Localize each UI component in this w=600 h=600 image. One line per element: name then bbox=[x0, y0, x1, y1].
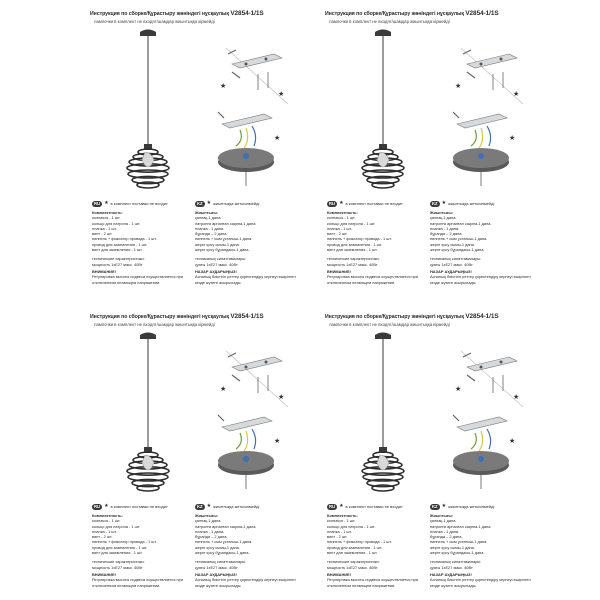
list-item: кольцо для патрона - 1 шт. bbox=[327, 523, 376, 529]
list-item: жерге қосу сымы-1 дана. bbox=[430, 544, 475, 550]
star-note: жиынтыққа жеткізілмейді bbox=[448, 504, 495, 510]
star-note: в комплект поставки не входит bbox=[110, 201, 168, 207]
warning-text: Аспаның биіктігін реттеу қоректендіру кернеуі өшірілген кезде жүзеге асырылады. bbox=[430, 274, 531, 285]
list-item: колпачок - 1 шт. bbox=[92, 518, 121, 524]
list-item: ниппель + сым ұстағыш-1 дана. bbox=[195, 236, 253, 242]
title-text: Инструкция по сборке/Құрастыру жөніндегі нұсқаулық bbox=[325, 11, 464, 17]
list-item: ниппель + сым ұстағыш-1 дана. bbox=[195, 539, 253, 545]
list-item: бұранда – 2 дана. bbox=[195, 534, 228, 540]
leaflet-bottom-right bbox=[325, 313, 575, 588]
ru-column bbox=[327, 200, 425, 285]
list-item: қалпақ-1 дана. bbox=[195, 215, 222, 221]
list-item: планка - 1 шт. bbox=[327, 225, 352, 231]
leaflet-top-left bbox=[90, 10, 340, 285]
list-item: кольцо для патрона - 1 шт. bbox=[92, 523, 141, 529]
tech-value: мощность 1хE27 макс. 40Вт bbox=[92, 261, 143, 267]
list-item: винт для заземления - 1 шт. bbox=[92, 247, 143, 253]
list-item: бұранда – 2 дана. bbox=[195, 231, 228, 237]
star-note: в комплект поставки не входит bbox=[345, 504, 403, 510]
list-item: қалпақ-1 дана. bbox=[195, 518, 222, 524]
leaflet-title bbox=[325, 10, 575, 17]
kz-badge: KZ bbox=[432, 201, 438, 206]
svg-text:★: ★ bbox=[278, 90, 285, 98]
list-item: жерге қосу бұрандасы-1 дана. bbox=[430, 247, 485, 253]
list-item: ниппель + фиксатор провода - 1 шт. bbox=[327, 539, 392, 545]
list-item: колпачок - 1 шт. bbox=[327, 215, 356, 221]
list-item: провод для заземления - 1 шт. bbox=[92, 544, 148, 550]
complectation-title: Жиынтығы: bbox=[430, 513, 454, 518]
ru-column bbox=[327, 503, 425, 588]
star-icon: ★ bbox=[441, 503, 447, 510]
list-item: планка - 1 шт. bbox=[327, 528, 352, 534]
warning-text: Регулировка высоты подвеса осуществляется при отключенном питающем напряжении. bbox=[327, 274, 418, 285]
list-item: жерге қосу бұрандасы-1 дана. bbox=[195, 550, 250, 556]
tech-title: техникалық сипаттамалары: bbox=[195, 559, 247, 565]
star-note: жиынтыққа жеткізілмейді bbox=[448, 201, 495, 207]
tech-value: қуаты 1хE27 макс. 40Вт bbox=[430, 564, 473, 570]
warning-title: ВНИМАНИЕ! bbox=[327, 268, 351, 274]
title-text: Инструкция по сборке/Құрастыру жөніндегі нұсқаулық bbox=[90, 314, 229, 320]
warning-title: НАЗАР АУДАРЫҢЫЗ! bbox=[195, 268, 237, 274]
tech-title: техникалық сипаттамалары: bbox=[430, 256, 482, 262]
bulbs-note: лампочки в комплект не входят/шамдар жиынтыққа кірмейді bbox=[329, 19, 450, 24]
pendant-lamp-illustration bbox=[118, 28, 178, 190]
complectation-title: Жиынтығы: bbox=[195, 513, 219, 518]
ru-badge: RU bbox=[329, 201, 336, 206]
warning-title: ВНИМАНИЕ! bbox=[327, 571, 351, 577]
complectation-title: Жиынтығы: bbox=[195, 210, 219, 215]
kz-column bbox=[430, 503, 535, 588]
model-code: V2854-1/1S bbox=[465, 10, 499, 17]
list-item: жерге қосу бұрандасы-1 дана. bbox=[430, 550, 485, 556]
warning-text: Аспаның биіктігін реттеу қоректендіру кернеуі өшірілген кезде жүзеге асырылады. bbox=[195, 577, 296, 588]
ru-badge: RU bbox=[329, 504, 336, 509]
complectation-title: Комплектность: bbox=[92, 513, 123, 518]
leaflet-title bbox=[90, 313, 340, 320]
svg-text:★: ★ bbox=[278, 393, 285, 401]
list-item: колпачок - 1 шт. bbox=[327, 518, 356, 524]
star-icon: ★ bbox=[206, 200, 212, 207]
model-code: V2854-1/1S bbox=[230, 10, 264, 17]
tech-value: қуаты 1хE27 макс. 40Вт bbox=[195, 564, 238, 570]
list-item: ниппель + фиксатор провода - 1 шт. bbox=[92, 539, 157, 545]
list-item: жерге қосу сымы-1 дана. bbox=[195, 544, 240, 550]
tech-title: технические характеристики: bbox=[92, 256, 145, 262]
pendant-lamp-illustration bbox=[353, 331, 413, 493]
list-item: провод для заземления - 1 шт. bbox=[327, 241, 383, 247]
warning-title: НАЗАР АУДАРЫҢЫЗ! bbox=[430, 571, 472, 577]
star-icon: ★ bbox=[104, 200, 109, 207]
list-item: винт для заземления - 1 шт. bbox=[92, 550, 143, 556]
list-item: винт - 2 шт. bbox=[92, 534, 113, 540]
list-item: ниппель + фиксатор провода - 1 шт. bbox=[327, 236, 392, 242]
list-item: планка - 1 дана. bbox=[430, 225, 460, 231]
svg-text:★: ★ bbox=[513, 90, 520, 98]
list-item: жерге қосу сымы-1 дана. bbox=[195, 241, 240, 247]
model-code: V2854-1/1S bbox=[230, 313, 264, 320]
list-item: жерге қосу бұрандасы-1 дана. bbox=[195, 247, 250, 253]
title-text: Инструкция по сборке/Құрастыру жөніндегі нұсқаулық bbox=[90, 11, 229, 17]
warning-text: Регулировка высоты подвеса осуществляется при отключенном питающем напряжении. bbox=[327, 577, 418, 588]
tech-value: қуаты 1хE27 макс. 40Вт bbox=[195, 261, 238, 267]
kz-badge: KZ bbox=[197, 504, 203, 509]
star-note: жиынтыққа жеткізілмейді bbox=[213, 201, 260, 207]
leaflet-title bbox=[90, 10, 340, 17]
list-item: қалпақ-1 дана. bbox=[430, 518, 457, 524]
complectation-title: Комплектность: bbox=[92, 210, 123, 215]
star-note: в комплект поставки не входит bbox=[110, 504, 168, 510]
list-item: винт - 2 шт. bbox=[92, 231, 113, 237]
wiring-diagram bbox=[210, 413, 288, 493]
list-item: бұранда – 2 дана. bbox=[430, 534, 463, 540]
leaflet-title bbox=[325, 313, 575, 320]
warning-text: Регулировка высоты подвеса осуществляется при отключенном питающем напряжении. bbox=[92, 274, 183, 285]
svg-text:★: ★ bbox=[220, 385, 227, 393]
star-icon: ★ bbox=[339, 503, 344, 510]
mounting-bracket-diagram bbox=[218, 347, 300, 409]
list-item: кольцо для патрона - 1 шт. bbox=[92, 220, 141, 226]
kz-column bbox=[430, 200, 535, 285]
list-item: қалпақ-1 дана. bbox=[430, 215, 457, 221]
title-text: Инструкция по сборке/Құрастыру жөніндегі нұсқаулық bbox=[325, 314, 464, 320]
list-item: патронға арналған сақина-1 дана. bbox=[195, 220, 257, 226]
list-item: провод для заземления - 1 шт. bbox=[327, 544, 383, 550]
leaflet-top-right bbox=[325, 10, 575, 285]
star-icon: ★ bbox=[206, 503, 212, 510]
kz-column bbox=[195, 200, 300, 285]
bulbs-note: лампочки в комплект не входят/шамдар жиынтыққа кірмейді bbox=[94, 19, 215, 24]
wiring-diagram bbox=[445, 110, 523, 190]
list-item: жерге қосу сымы-1 дана. bbox=[430, 241, 475, 247]
list-item: планка - 1 дана. bbox=[430, 528, 460, 534]
kz-column bbox=[195, 503, 300, 588]
list-item: винт для заземления - 1 шт. bbox=[327, 550, 378, 556]
svg-text:★: ★ bbox=[220, 82, 227, 90]
ru-badge: RU bbox=[94, 201, 101, 206]
warning-title: НАЗАР АУДАРЫҢЫЗ! bbox=[430, 268, 472, 274]
svg-text:★: ★ bbox=[509, 437, 516, 445]
list-item: провод для заземления - 1 шт. bbox=[92, 241, 148, 247]
leaflet-bottom-left bbox=[90, 313, 340, 588]
star-icon: ★ bbox=[339, 200, 344, 207]
warning-text: Регулировка высоты подвеса осуществляется при отключенном питающем напряжении. bbox=[92, 577, 183, 588]
mounting-bracket-diagram bbox=[218, 44, 300, 106]
tech-value: қуаты 1хE27 макс. 40Вт bbox=[430, 261, 473, 267]
list-item: винт - 2 шт. bbox=[327, 534, 348, 540]
warning-title: ВНИМАНИЕ! bbox=[92, 571, 116, 577]
star-icon: ★ bbox=[104, 503, 109, 510]
list-item: ниппель + сым ұстағыш-1 дана. bbox=[430, 236, 488, 242]
svg-text:★: ★ bbox=[509, 134, 516, 142]
tech-value: мощность 1хE27 макс. 40Вт bbox=[327, 564, 378, 570]
complectation-title: Комплектность: bbox=[327, 513, 358, 518]
wiring-diagram bbox=[210, 110, 288, 190]
list-item: патронға арналған сақина-1 дана. bbox=[430, 220, 492, 226]
list-item: планка - 1 шт. bbox=[92, 225, 117, 231]
pendant-lamp-illustration bbox=[118, 331, 178, 493]
list-item: колпачок - 1 шт. bbox=[92, 215, 121, 221]
pendant-lamp-illustration bbox=[353, 28, 413, 190]
model-code: V2854-1/1S bbox=[465, 313, 499, 320]
list-item: патронға арналған сақина-1 дана. bbox=[195, 523, 257, 529]
svg-text:★: ★ bbox=[274, 134, 281, 142]
star-note: в комплект поставки не входит bbox=[345, 201, 403, 207]
wiring-diagram bbox=[445, 413, 523, 493]
list-item: винт для заземления - 1 шт. bbox=[327, 247, 378, 253]
tech-title: технические характеристики: bbox=[92, 559, 145, 565]
list-item: ниппель + сым ұстағыш-1 дана. bbox=[430, 539, 488, 545]
list-item: патронға арналған сақина-1 дана. bbox=[430, 523, 492, 529]
tech-value: мощность 1хE27 макс. 40Вт bbox=[327, 261, 378, 267]
kz-badge: KZ bbox=[197, 201, 203, 206]
warning-title: НАЗАР АУДАРЫҢЫЗ! bbox=[195, 571, 237, 577]
bulbs-note: лампочки в комплект не входят/шамдар жиынтыққа кірмейді bbox=[329, 322, 450, 327]
star-icon: ★ bbox=[441, 200, 447, 207]
kz-badge: KZ bbox=[432, 504, 438, 509]
svg-text:★: ★ bbox=[513, 393, 520, 401]
list-item: планка - 1 дана. bbox=[195, 225, 225, 231]
tech-title: техникалық сипаттамалары: bbox=[430, 559, 482, 565]
warning-text: Аспаның биіктігін реттеу қоректендіру кернеуі өшірілген кезде жүзеге асырылады. bbox=[430, 577, 531, 588]
list-item: ниппель + фиксатор провода - 1 шт. bbox=[92, 236, 157, 242]
tech-title: технические характеристики: bbox=[327, 256, 380, 262]
ru-badge: RU bbox=[94, 504, 101, 509]
complectation-title: Жиынтығы: bbox=[430, 210, 454, 215]
list-item: кольцо для патрона - 1 шт. bbox=[327, 220, 376, 226]
star-note: жиынтыққа жеткізілмейді bbox=[213, 504, 260, 510]
tech-title: технические характеристики: bbox=[327, 559, 380, 565]
mounting-bracket-diagram bbox=[453, 347, 535, 409]
bulbs-note: лампочки в комплект не входят/шамдар жиынтыққа кірмейді bbox=[94, 322, 215, 327]
list-item: планка - 1 шт. bbox=[92, 528, 117, 534]
complectation-title: Комплектность: bbox=[327, 210, 358, 215]
svg-text:★: ★ bbox=[274, 437, 281, 445]
warning-title: ВНИМАНИЕ! bbox=[92, 268, 116, 274]
list-item: планка - 1 дана. bbox=[195, 528, 225, 534]
svg-text:★: ★ bbox=[455, 82, 462, 90]
list-item: винт - 2 шт. bbox=[327, 231, 348, 237]
svg-text:★: ★ bbox=[455, 385, 462, 393]
warning-text: Аспаның биіктігін реттеу қоректендіру кернеуі өшірілген кезде жүзеге асырылады. bbox=[195, 274, 296, 285]
list-item: бұранда – 2 дана. bbox=[430, 231, 463, 237]
ru-column bbox=[92, 503, 190, 588]
tech-title: техникалық сипаттамалары: bbox=[195, 256, 247, 262]
tech-value: мощность 1хE27 макс. 40Вт bbox=[92, 564, 143, 570]
ru-column bbox=[92, 200, 190, 285]
mounting-bracket-diagram bbox=[453, 44, 535, 106]
